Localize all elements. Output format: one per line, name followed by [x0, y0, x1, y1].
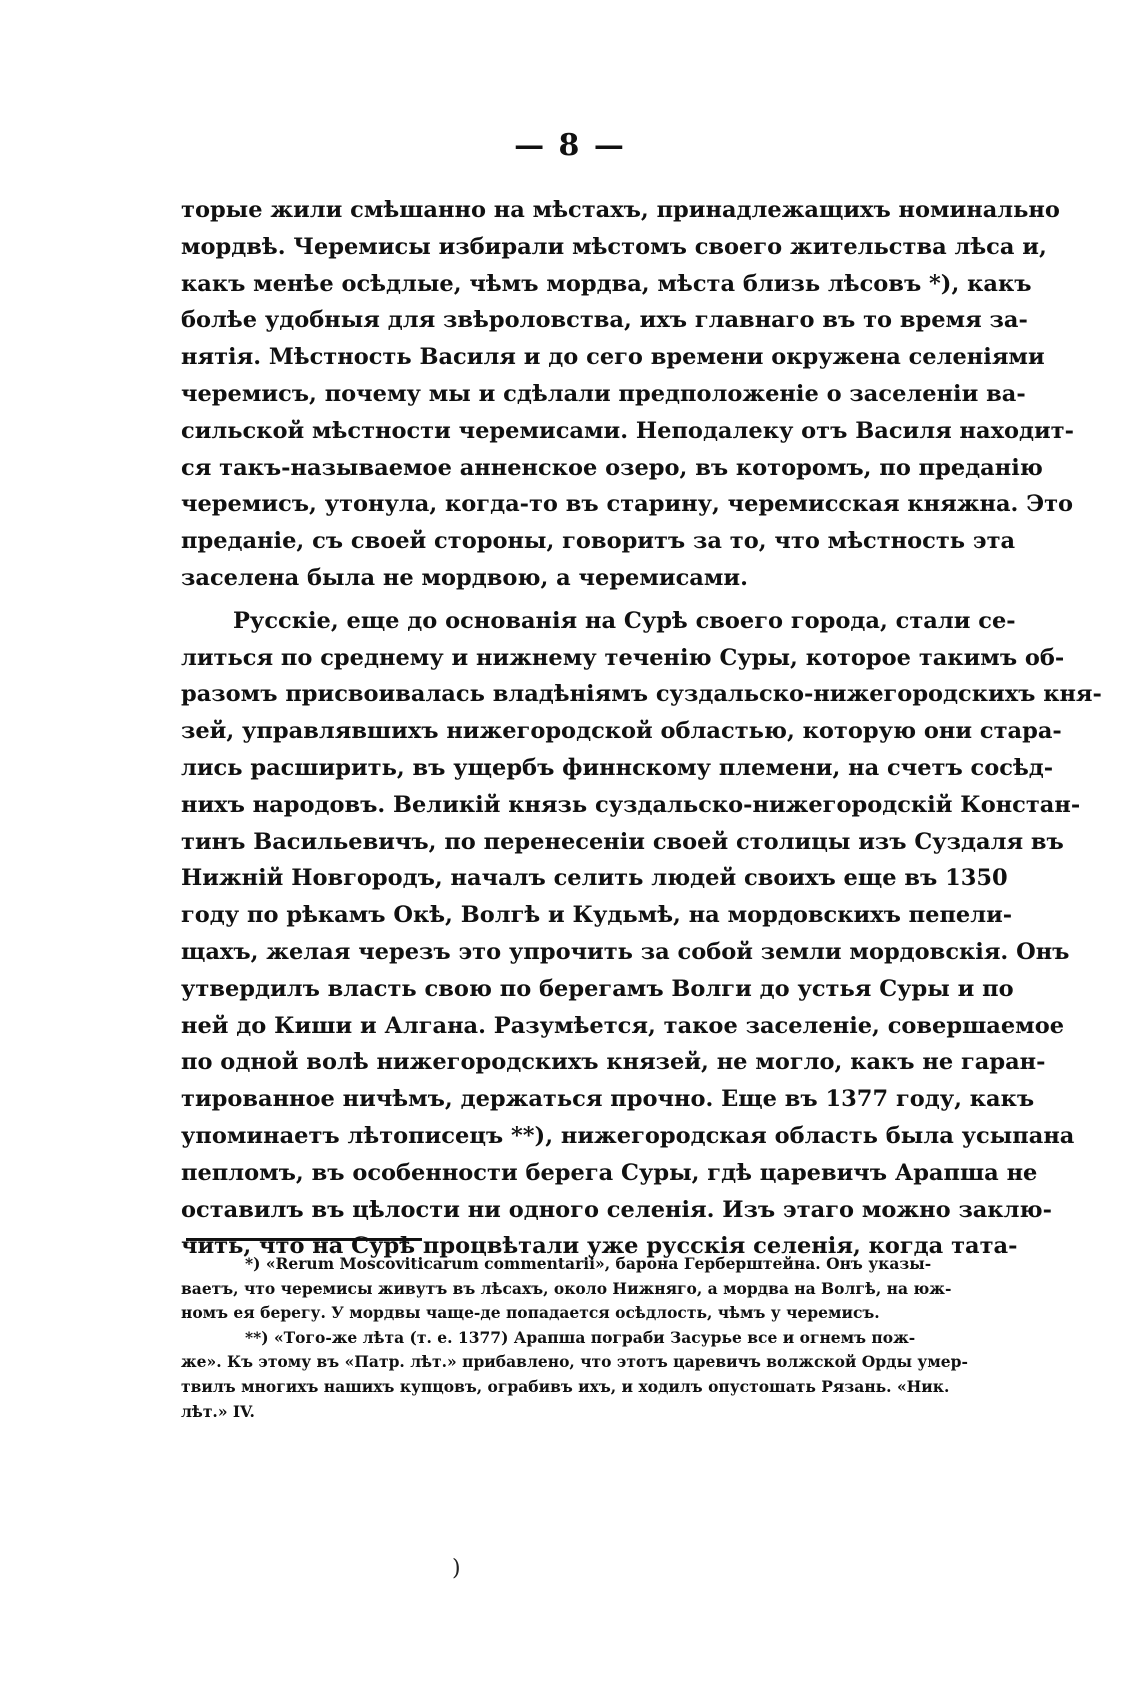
- text-line: нихъ народовъ. Великій князь суздальско-нижегородскій Констан-: [181, 791, 1081, 818]
- text-line: пепломъ, въ особенности берега Суры, гдѣ царевичъ Арапша не: [181, 1159, 1038, 1186]
- footnote-line: *) «Rerum Moscoviticarum commentarii», барона Герберштейна. Онъ указы-: [245, 1254, 932, 1273]
- text-line: году по рѣкамъ Окѣ, Волгѣ и Кудьмѣ, на мордовскихъ пепели-: [181, 902, 1013, 929]
- text-line: утвердилъ власть свою по берегамъ Волги до устья Суры и по: [181, 975, 1014, 1002]
- text-line: ся такъ-называемое анненское озеро, въ которомъ, по преданію: [181, 454, 1043, 481]
- text-line: сильской мѣстности черемисами. Неподалеку отъ Василя находит-: [181, 417, 1074, 444]
- footnote-1: [181, 1252, 952, 1326]
- text-line: черемисъ, почему мы и сдѣлали предположеніе о заселеніи ва-: [181, 380, 1026, 407]
- text-line: упоминаетъ лѣтописецъ **), нижегородская область была усыпана: [181, 1122, 1075, 1149]
- text-line: оставилъ въ цѣлости ни одного селенія. Изъ этаго можно заклю-: [181, 1196, 1052, 1223]
- footnotes: [181, 1252, 968, 1424]
- text-line: по одной волѣ нижегородскихъ князей, не могло, какъ не гаран-: [181, 1049, 1046, 1076]
- text-line: чить, что на Сурѣ процвѣтали уже русскія селенія, когда тата-: [181, 1233, 1018, 1260]
- text-line: какъ менѣе осѣдлые, чѣмъ мордва, мѣста близь лѣсовъ *), какъ: [181, 270, 1032, 297]
- footnote-divider: [186, 1238, 422, 1241]
- footnote-2: [181, 1326, 968, 1424]
- text-line: торые жили смѣшанно на мѣстахъ, принадлежащихъ номинально: [181, 197, 1060, 223]
- text-line: лись расширить, въ ущербъ финнскому племени, на счетъ сосѣд-: [181, 754, 1054, 781]
- text-line: преданіе, съ своей стороны, говоритъ за то, что мѣстность эта: [181, 528, 1016, 555]
- text-line: щахъ, желая черезъ это упрочить за собой земли мордовскія. Онъ: [181, 938, 1070, 965]
- text-line: зей, управлявшихъ нижегородской областью, которую они стара-: [181, 718, 1062, 745]
- text-line: литься по среднему и нижнему теченію Суры, которое такимъ об-: [181, 644, 1065, 671]
- footnote-line: номъ ея берегу. У мордвы чаще-де попадается осѣдлость, чѣмъ у черемисъ.: [181, 1303, 880, 1323]
- main-text: [181, 192, 1102, 1265]
- text-line: Русскіе, еще до основанія на Сурѣ своего города, стали се-: [233, 607, 1016, 634]
- text-line: болѣе удобныя для звѣроловства, ихъ главнаго въ то время за-: [181, 307, 1028, 334]
- footnote-line: **) «Того-же лѣта (т. е. 1377) Арапша пограби Засурье все и огнемъ пож-: [245, 1327, 916, 1347]
- footnote-line: ваетъ, что черемисы живутъ въ лѣсахъ, около Нижняго, а мордва на Волгѣ, на юж-: [181, 1278, 952, 1298]
- paragraph-2: [181, 603, 1102, 1265]
- text-line: заселена была не мордвою, а черемисами.: [181, 564, 748, 591]
- text-line: нятія. Мѣстность Василя и до сего времени окружена селеніями: [181, 344, 1045, 371]
- bottom-mark: ): [452, 1556, 461, 1581]
- text-line: разомъ присвоивалась владѣніямъ суздальско-нижегородскихъ кня-: [181, 681, 1102, 708]
- text-line: Нижній Новгородъ, началъ селить людей своихъ еще въ 1350: [181, 865, 1008, 892]
- page-number: — 8 —: [514, 128, 626, 163]
- footnote-line: лѣт.» IV.: [181, 1401, 255, 1421]
- paragraph-1: [181, 192, 1074, 597]
- text-line: черемисъ, утонула, когда-то въ старину, черемисская княжна. Это: [181, 491, 1074, 518]
- text-line: тинъ Васильевичъ, по перенесеніи своей столицы изъ Суздаля въ: [181, 828, 1064, 855]
- text-line: тированное ничѣмъ, держаться прочно. Еще въ 1377 году, какъ: [181, 1086, 1035, 1113]
- footnote-line: твилъ многихъ нашихъ купцовъ, ограбивъ ихъ, и ходилъ опустошать Рязань. «Ник.: [181, 1376, 950, 1396]
- text-line: ней до Киши и Алгана. Разумѣется, такое заселеніе, совершаемое: [181, 1012, 1065, 1039]
- footnote-line: же». Къ этому въ «Патр. лѣт.» прибавлено, что этотъ царевичъ волжской Орды умер-: [181, 1352, 968, 1372]
- text-line: мордвѣ. Черемисы избирали мѣстомъ своего жительства лѣса и,: [181, 233, 1047, 260]
